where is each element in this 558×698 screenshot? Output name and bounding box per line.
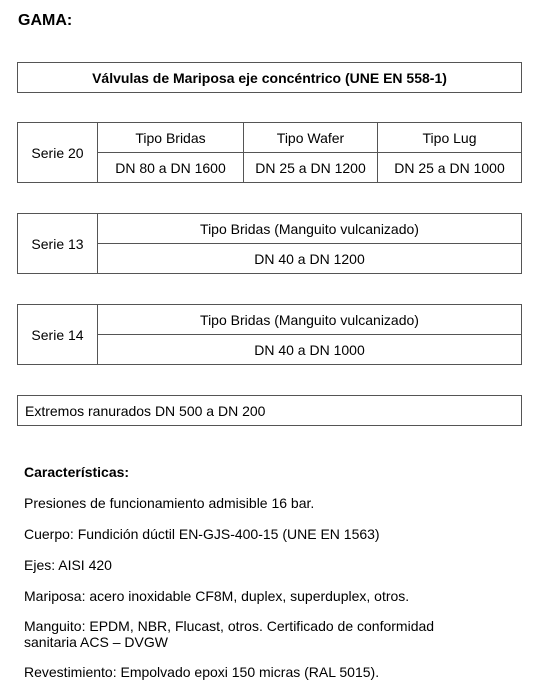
caracteristica-item: Revestimiento: Empolvado epoxi 150 micras (RAL 5015). <box>24 664 380 680</box>
caracteristica-item: Presiones de funcionamiento admisible 16 bar. <box>24 495 315 511</box>
extremos-text: Extremos ranurados DN 500 a DN 200 <box>25 403 266 419</box>
caracteristica-item: Manguito: EPDM, NBR, Flucast, otros. Certificado de conformidad <box>24 618 435 634</box>
serie13-table <box>17 213 522 274</box>
serie14-label: Serie 14 <box>31 326 84 343</box>
serie13-range: DN 40 a DN 1200 <box>254 250 365 267</box>
extremos-box <box>17 395 522 426</box>
serie14-type: Tipo Bridas (Manguito vulcanizado) <box>200 311 419 328</box>
caracteristica-item: Mariposa: acero inoxidable CF8M, duplex, superduplex, otros. <box>24 588 410 604</box>
caracteristicas-heading: Características: <box>24 464 130 480</box>
serie13-type: Tipo Bridas (Manguito vulcanizado) <box>200 220 419 237</box>
title-box <box>17 62 522 93</box>
serie20-range-lug: DN 25 a DN 1000 <box>394 159 505 176</box>
title-text: Válvulas de Mariposa eje concéntrico (UNE EN 558-1) <box>92 69 447 86</box>
serie20-range-bridas: DN 80 a DN 1600 <box>115 159 226 176</box>
caracteristica-item: Cuerpo: Fundición dúctil EN-GJS-400-15 (UNE EN 1563) <box>24 526 380 542</box>
serie14-range: DN 40 a DN 1000 <box>254 341 365 358</box>
caracteristica-item: Ejes: AISI 420 <box>24 557 112 573</box>
serie20-type-wafer: Tipo Wafer <box>276 129 345 146</box>
serie20-type-lug: Tipo Lug <box>422 129 477 146</box>
caracteristica-item: sanitaria ACS – DVGW <box>24 634 168 650</box>
serie20-label: Serie 20 <box>31 144 84 161</box>
serie20-type-bridas: Tipo Bridas <box>135 129 206 146</box>
serie14-table <box>17 304 522 365</box>
serie13-label: Serie 13 <box>31 235 84 252</box>
serie20-range-wafer: DN 25 a DN 1200 <box>255 159 366 176</box>
page-heading: GAMA: <box>18 12 73 29</box>
serie20-table <box>17 122 522 183</box>
